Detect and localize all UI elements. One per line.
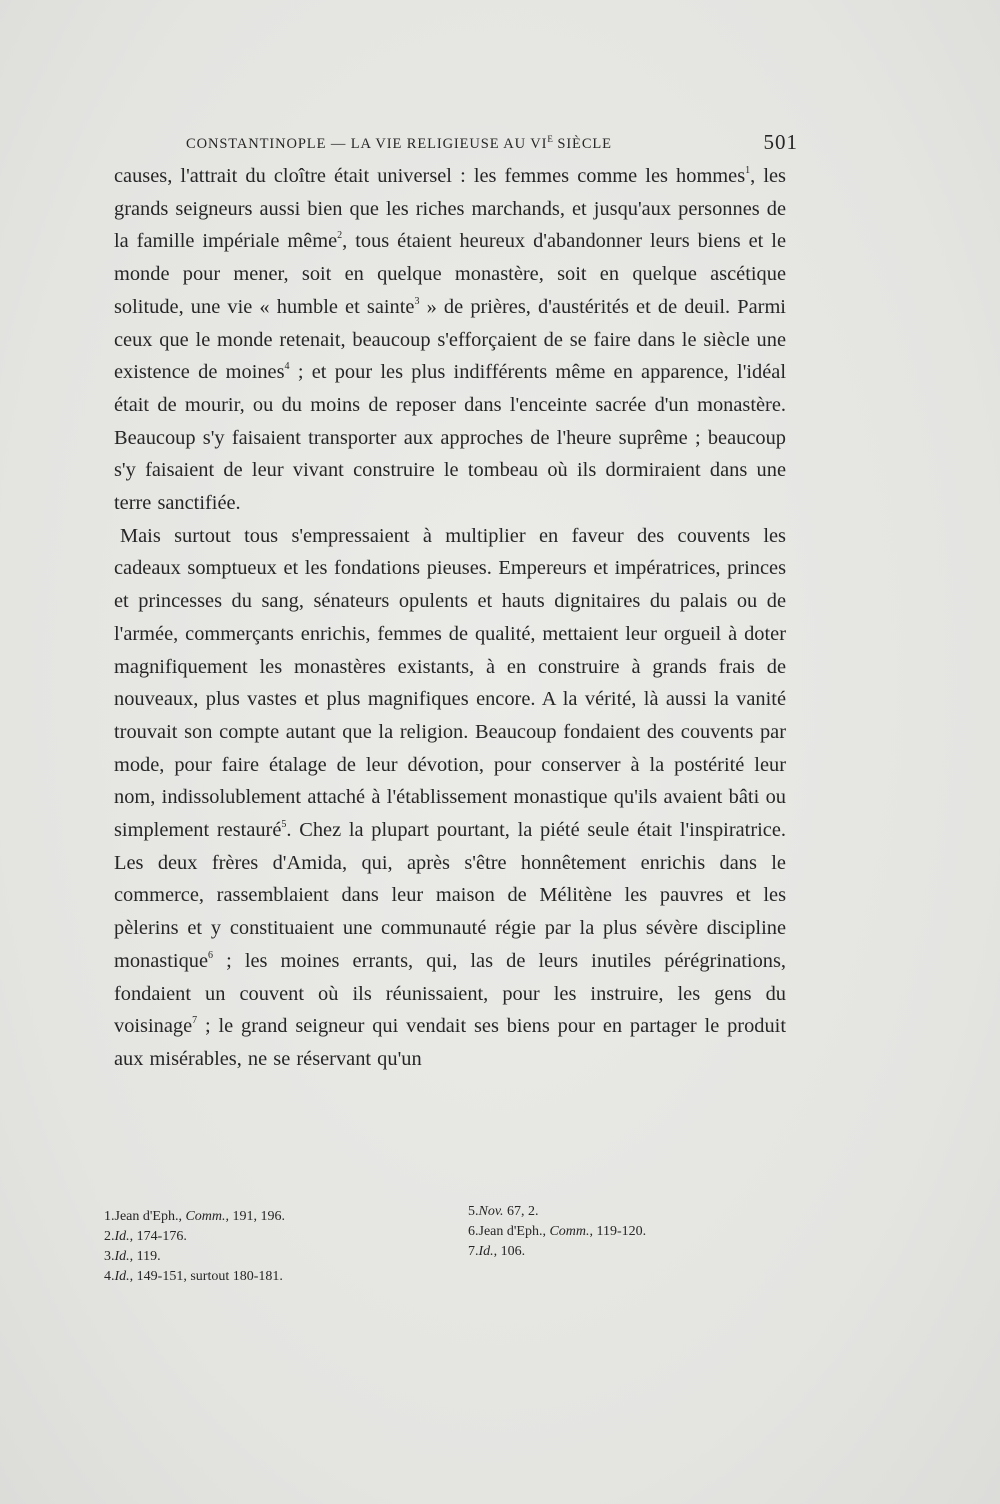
- footnote-reference: 3: [414, 295, 420, 307]
- footnote-number: 4.: [104, 1269, 115, 1284]
- footnote-text: , 119.: [129, 1249, 161, 1264]
- footnote-reference: 7: [192, 1015, 198, 1027]
- footnote-reference: 6: [208, 949, 214, 961]
- paragraph: [114, 520, 786, 1076]
- footnote-number: 1.: [104, 1209, 115, 1224]
- footnote: [104, 1267, 424, 1287]
- footnote-text: , 119-120.: [589, 1224, 647, 1239]
- footnote-reference: 1: [745, 165, 751, 176]
- paragraph-text: , les grands seigneurs aussi bien que les riches marchands, et jusqu'aux personnes de la famille impériale même: [114, 165, 786, 253]
- footnote: [468, 1242, 768, 1262]
- body-text: [114, 160, 786, 1076]
- footnote-text: , 149-151, surtout 180-181.: [129, 1269, 283, 1284]
- footnote: [468, 1222, 768, 1242]
- footnote-reference: 5: [281, 819, 287, 831]
- footnote-text: 67, 2.: [503, 1204, 539, 1219]
- paragraph-text: ; le grand seigneur qui vendait ses biens pour en partager le produit aux misérables, ne se réservant qu'un: [114, 1015, 786, 1070]
- footnote-reference: 4: [284, 361, 290, 373]
- footnotes-left-column: [104, 1207, 424, 1287]
- footnote-text: , 174-176.: [129, 1229, 187, 1244]
- paragraph-text: ; les moines errants, qui, las de leurs inutiles pérégrinations, fondaient un couvent où ils réunissaient, pour les instruire, les gens du voisinage: [114, 949, 786, 1038]
- footnote-number: 6.: [468, 1224, 479, 1239]
- running-title-main: CONSTANTINOPLE — LA VIE RELIGIEUSE AU VI: [186, 136, 548, 152]
- footnote-text: Id.: [478, 1244, 494, 1259]
- footnote: [104, 1227, 424, 1247]
- footnotes-right-column: [468, 1202, 768, 1262]
- footnote: [468, 1202, 768, 1222]
- footnote-text: Id.: [114, 1229, 130, 1244]
- paragraph-text: Mais surtout tous s'empressaient à multiplier en faveur des couvents les cadeaux somptueux et les fondations pieuses. Empereurs et impératrices, princes et princesses du sang, sénateurs opulents et hauts dignitaires du palais ou de l'armée, commerçants enrichis, femmes de qualité, mettaient leur orgueil à doter magnifiquement les monastères existants, à en construire à grands frais de nouveaux, plus vastes et plus magnifiques encore. A la vérité, là aussi la vanité trouvait son compte autant que la religion. Beaucoup fondaient des couvents par mode, pour faire étalage de leur dévotion, pour conserver à la postérité leur nom, indissolublement attaché à l'établissement monastique qu'ils avaient bâti ou simplement restauré: [114, 524, 786, 842]
- footnote-text: , 191, 196.: [225, 1209, 286, 1224]
- running-title-superscript: E: [547, 134, 553, 144]
- footnote-text: Jean d'Eph.,: [478, 1224, 550, 1239]
- paragraph-text: , tous étaient heureux d'abandonner leurs biens et le monde pour mener, soit en quelque monastère, soit en quelque ascétique solitude, une vie « humble et sainte: [114, 230, 786, 318]
- footnote-text: Id.: [114, 1249, 130, 1264]
- paragraph: [114, 160, 786, 520]
- footnote-text: Id.: [114, 1269, 130, 1284]
- footnote-text: Nov.: [478, 1204, 504, 1219]
- paragraph-text: » de prières, d'austérités et de deuil. Parmi ceux que le monde retenait, beaucoup s'efforçaient de se faire dans le siècle une existence de moines: [114, 295, 786, 384]
- footnote-number: 2.: [104, 1229, 115, 1244]
- page-number: 501: [763, 130, 798, 154]
- footnote-number: 7.: [468, 1244, 479, 1259]
- paragraph-text: . Chez la plupart pourtant, la piété seule était l'inspiratrice. Les deux frères d'Amida, qui, après s'être honnêtement enrichis dans le commerce, rassemblaient dans leur maison de Mélitène les pauvres et les pèlerins et y constituaient une communauté régie par la plus sévère discipline monastique: [114, 819, 786, 972]
- footnote-number: 3.: [104, 1249, 115, 1264]
- footnote-reference: 2: [337, 230, 343, 242]
- paragraph-text: ; et pour les plus indifférents même en apparence, l'idéal était de mourir, ou du moins de reposer dans l'enceinte sacrée d'un monastère. Beaucoup s'y faisaient transporter aux approches de l'heure suprême ; beaucoup s'y faisaient de leur vivant construire le tombeau où ils dormiraient dans une terre sanctifiée.: [114, 361, 786, 515]
- running-title: [186, 134, 612, 153]
- running-header: [186, 130, 798, 156]
- footnote-text: , 106.: [493, 1244, 526, 1259]
- footnote-number: 5.: [468, 1204, 479, 1219]
- footnote: [104, 1247, 424, 1267]
- footnote-text: Comm.: [185, 1209, 226, 1224]
- paragraph-text: causes, l'attrait du cloître était universel : les femmes comme les hommes: [114, 165, 746, 187]
- footnote-text: Comm.: [549, 1224, 590, 1239]
- running-title-end: SIÈCLE: [552, 136, 612, 152]
- footnote-text: Jean d'Eph.,: [114, 1209, 186, 1224]
- footnote: [104, 1207, 424, 1227]
